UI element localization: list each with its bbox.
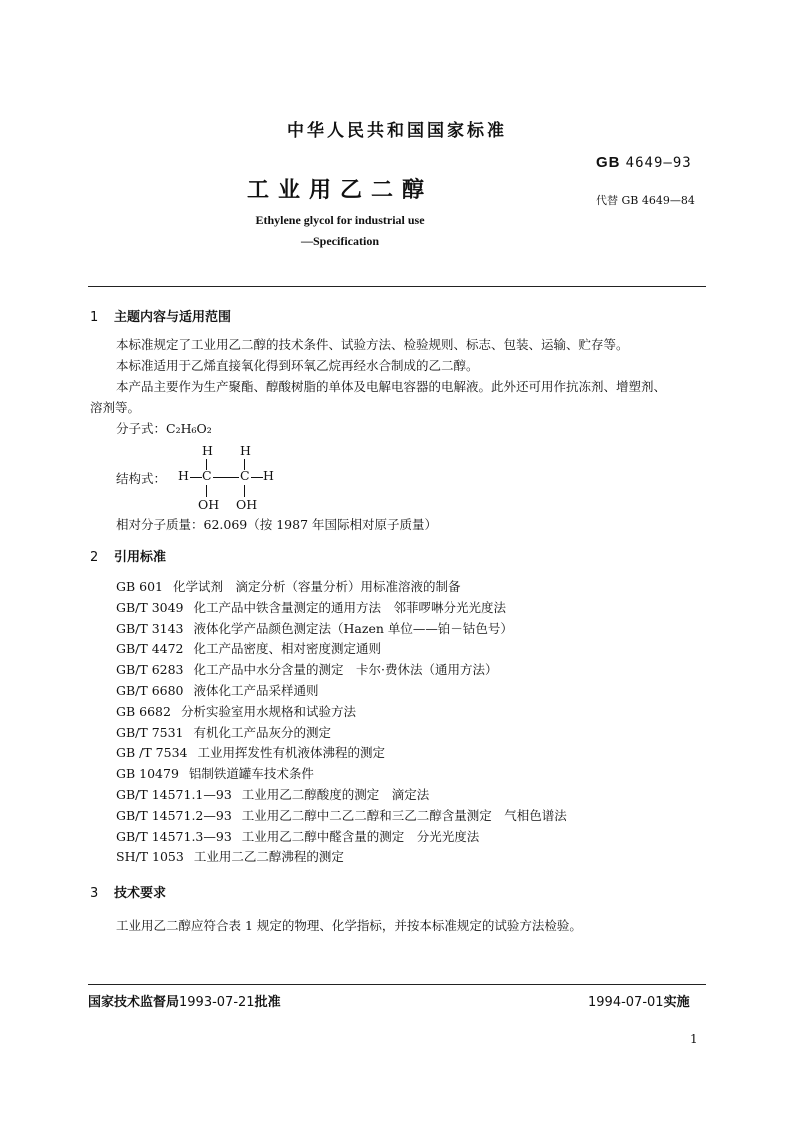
bond-line: [190, 477, 202, 478]
approval-org: 国家技术监督局: [88, 995, 180, 1010]
structure-atom: H: [240, 443, 251, 458]
bond-line: [251, 477, 263, 478]
reference-title: 工业用乙二醇中二乙二醇和三乙二醇含量测定 气相色谱法: [241, 807, 567, 823]
effective-word: 实施: [663, 995, 690, 1010]
footer-divider: [88, 984, 706, 985]
reference-item: [116, 827, 567, 848]
section-title: 技术要求: [114, 886, 167, 901]
english-title: Ethylene glycol for industrial use: [255, 213, 425, 227]
standard-code-prefix: GB: [596, 154, 621, 171]
reference-title: 化工产品中水分含量的测定 卡尔·费休法（通用方法）: [193, 662, 498, 678]
reference-code: GB/T 14571.3—93: [116, 828, 232, 844]
approval-word: 批准: [254, 995, 281, 1010]
paragraph: 工业用乙二醇应符合表 1 规定的物理、化学指标，并按本标准规定的试验方法检验。: [116, 918, 582, 933]
reference-title: 工业用乙二醇中醛含量的测定 分光光度法: [241, 828, 480, 844]
paragraph: 本产品主要作为生产聚酯、醇酸树脂的单体及电解电容器的电解液。此外还可用作抗冻剂、增塑剂、: [116, 379, 667, 394]
page-number: 1: [690, 1032, 698, 1046]
document-title: 工业用乙二醇: [246, 178, 433, 203]
reference-code: GB 601: [116, 579, 164, 594]
reference-code: GB/T 14571.2—93: [116, 807, 232, 823]
reference-code: GB 10479: [116, 766, 179, 782]
section-2-heading: [90, 546, 166, 565]
reference-title: 化学试剂 滴定分析（容量分析）用标准溶液的制备: [173, 579, 461, 594]
reference-code: GB /T 7534: [116, 745, 188, 761]
section-number: 1: [90, 310, 99, 325]
paragraph-continuation: 溶剂等。: [90, 400, 141, 415]
structure-atom: H: [178, 468, 189, 483]
reference-title: 化工产品密度、相对密度测定通则: [193, 641, 382, 657]
structure-group: OH: [236, 497, 258, 512]
reference-item: [116, 577, 567, 598]
reference-item: [116, 785, 567, 806]
structure-group: OH: [198, 497, 220, 512]
structure-atom: H: [202, 443, 213, 458]
reference-title: 铝制铁道罐车技术条件: [188, 766, 314, 782]
structure-atom: C: [240, 468, 250, 483]
reference-title: 有机化工产品灰分的测定: [193, 724, 332, 740]
approval-date: 1993-07-21: [179, 995, 255, 1010]
bond-line: [244, 485, 245, 497]
bond-line: [206, 485, 207, 497]
section-3-heading: [90, 882, 166, 901]
reference-item: [116, 681, 567, 702]
reference-code: GB 6682: [116, 703, 171, 719]
english-subtitle: —Specification: [301, 234, 379, 248]
reference-item: [116, 723, 567, 744]
reference-code: GB/T 3143: [116, 620, 184, 636]
reference-code: GB/T 7531: [116, 724, 184, 740]
structure-atom: H: [263, 468, 274, 483]
reference-title: 化工产品中铁含量测定的通用方法 邻菲啰啉分光光度法: [193, 599, 507, 615]
reference-item: [116, 847, 567, 868]
reference-code: GB/T 6680: [116, 682, 184, 698]
reference-item: [116, 702, 567, 723]
reference-title: 工业用二乙二醇沸程的测定: [193, 849, 344, 865]
section-number: 3: [90, 886, 99, 901]
reference-item: [116, 743, 567, 764]
reference-item: [116, 660, 567, 681]
reference-title: 分析实验室用水规格和试验方法: [180, 703, 356, 719]
structure-label: 结构式：: [116, 471, 167, 486]
paragraph: 本标准适用于乙烯直接氧化得到环氧乙烷再经水合制成的乙二醇。: [116, 358, 479, 373]
effective-date: 1994-07-01: [588, 995, 664, 1010]
reference-code: GB/T 3049: [116, 599, 184, 615]
standard-code: [596, 154, 692, 171]
formula-label: 分子式：: [116, 421, 167, 436]
reference-list: [116, 577, 567, 868]
reference-title: 液体化学产品颜色测定法（Hazen 单位——铂－钴色号）: [193, 620, 513, 636]
structural-formula: [176, 443, 296, 515]
molecular-formula: [116, 418, 212, 439]
reference-title: 工业用挥发性有机液体沸程的测定: [197, 745, 385, 761]
reference-title: 工业用乙二醇酸度的测定 滴定法: [241, 786, 430, 802]
effective-info: [588, 991, 690, 1010]
reference-item: [116, 764, 567, 785]
approval-info: [88, 991, 281, 1010]
standard-code-number: 4649—93: [625, 155, 692, 171]
section-title: 引用标准: [114, 550, 167, 565]
reference-code: GB/T 4472: [116, 641, 184, 657]
structure-atom: C: [202, 468, 212, 483]
section-1-heading: [90, 306, 231, 325]
bond-line: [213, 477, 239, 478]
issuing-body-title: 中华人民共和国国家标准: [287, 121, 507, 141]
reference-item: [116, 806, 567, 827]
reference-code: SH/T 1053: [116, 849, 184, 865]
header-divider: [88, 286, 706, 287]
section-title: 主题内容与适用范围: [114, 310, 232, 325]
paragraph: 本标准规定了工业用乙二醇的技术条件、试验方法、检验规则、标志、包装、运输、贮存等。: [116, 337, 629, 352]
molar-mass: 相对分子质量：62.069（按 1987 年国际相对原子质量）: [116, 517, 437, 532]
reference-item: [116, 598, 567, 619]
formula-value: C₂H₆O₂: [166, 421, 212, 436]
replaces-standard: 代替 GB 4649—84: [596, 194, 695, 207]
reference-title: 液体化工产品采样通则: [193, 682, 319, 698]
reference-item: [116, 639, 567, 660]
reference-code: GB/T 6283: [116, 662, 184, 678]
reference-item: [116, 619, 567, 640]
reference-code: GB/T 14571.1—93: [116, 786, 232, 802]
section-number: 2: [90, 550, 99, 565]
